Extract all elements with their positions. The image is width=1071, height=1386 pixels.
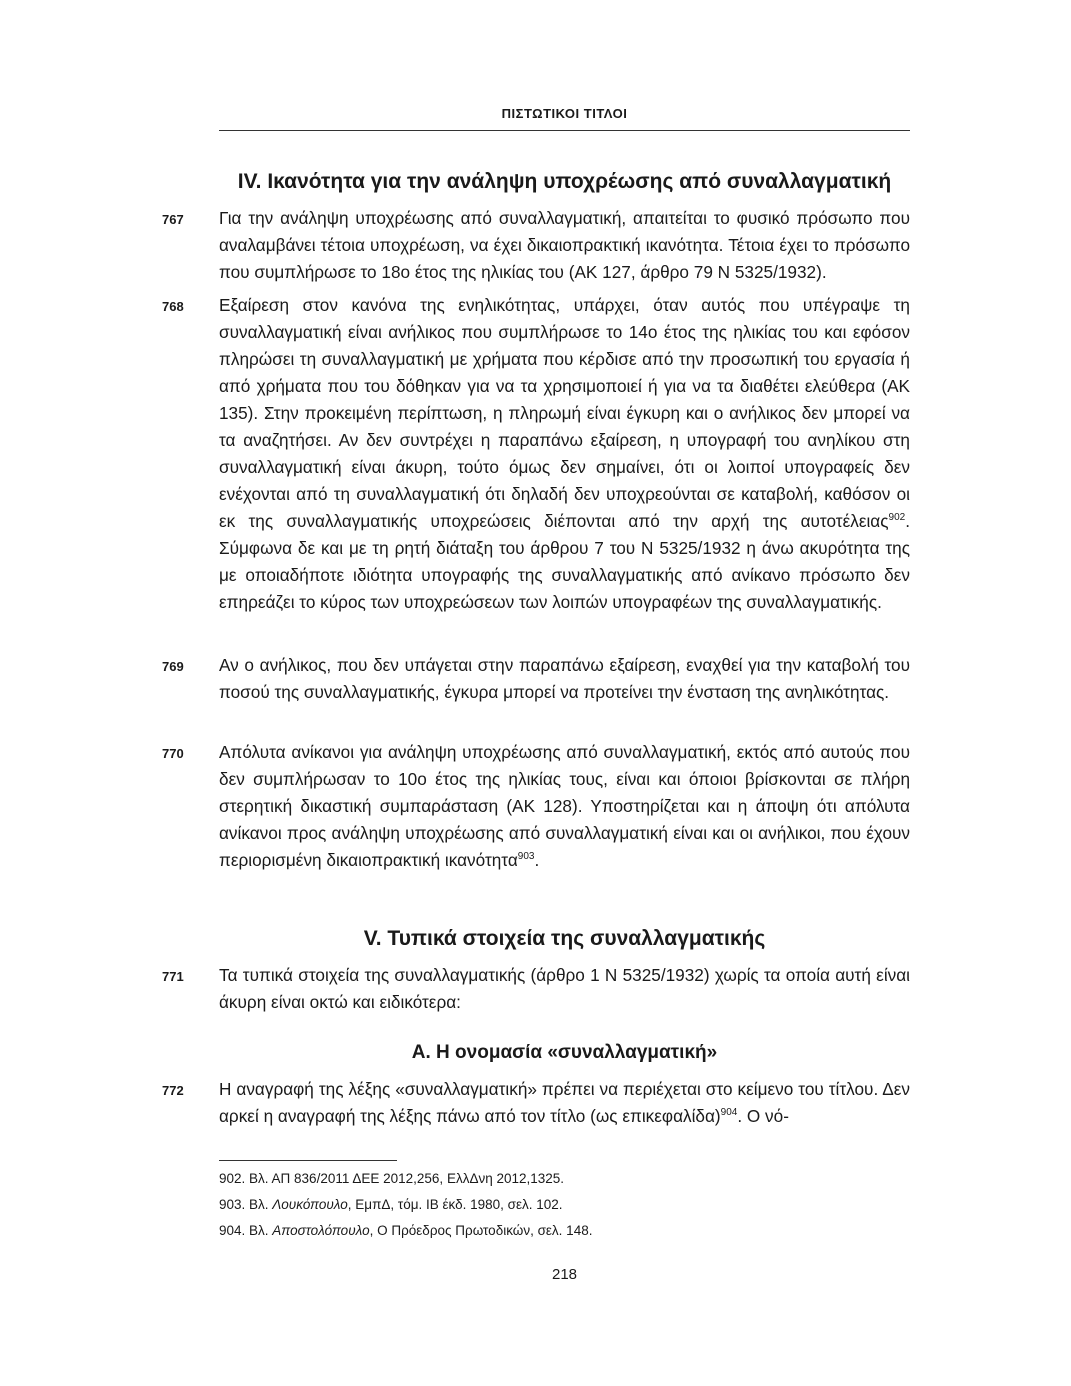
- footnote-904: [219, 1222, 910, 1240]
- footnote-903: [219, 1196, 910, 1214]
- paragraph-number: 771: [162, 969, 184, 984]
- paragraph-number: 770: [162, 746, 184, 761]
- footnote-text: 904. Βλ.: [219, 1223, 273, 1238]
- subsection-heading-a: Α. Η ονομασία «συναλλαγματική»: [411, 1042, 718, 1063]
- paragraph-number: 769: [162, 659, 184, 674]
- paragraph-text: Απόλυτα ανίκανοι για ανάληψη υποχρέωσης από συναλλαγματική, εκτός από αυτούς που δεν συμπλήρωσαν το 10ο έτος της ηλικίας τους, είναι και όποιοι βρίσκονται σε πλήρη στερητική δικαστική συμπαράσταση (ΑΚ 128). Υποστηρίζεται και η άποψη ότι απόλυτα ανίκανοι προς ανάληψη υποχρέωσης από συναλλαγματική είναι και οι ανήλικοι, που έχουν περιορισμένη δικαιοπρακτική ικανότητα: [219, 742, 910, 870]
- section-heading-v: V. Τυπικά στοιχεία της συναλλαγματικής: [363, 927, 766, 950]
- paragraph-number: 768: [162, 299, 184, 314]
- paragraph-text-cont: .: [534, 850, 540, 870]
- section-heading-iv: IV. Ικανότητα για την ανάληψη υποχρέωσης από συναλλαγματική: [237, 170, 892, 193]
- footnote-text-cont: , ΕμπΔ, τόμ. ΙΒ έκδ. 1980, σελ. 102.: [347, 1197, 563, 1212]
- footnote-text: 902. Βλ. ΑΠ 836/2011 ΔΕΕ 2012,256, ΕλλΔνη 2012,1325.: [219, 1171, 565, 1186]
- footnote-text-cont: , Ο Πρόεδρος Πρωτοδικών, σελ. 148.: [369, 1223, 593, 1238]
- paragraph-text-cont: . Σύμφωνα δε και με τη ρητή διάταξη του άρθρου 7 του Ν 5325/1932 η άνω ακυρότητα της με οποιαδήποτε ιδιότητα υπογραφής της συναλλαγματικής από ανίκανο πρόσωπο δεν επηρεάζει το κύρος των υποχρεώσεων των λοιπών υπογραφέων της συναλλαγματικής.: [219, 511, 910, 612]
- paragraph-772: [162, 1076, 910, 1130]
- paragraph-text: Η αναγραφή της λέξης «συναλλαγματική» πρέπει να περιέχεται στο κείμενο του τίτλου. Δεν αρκεί η αναγραφή της λέξης πάνω από τον τίτλο (ως επικεφαλίδα): [219, 1079, 910, 1126]
- paragraph-769: [162, 652, 910, 706]
- footnote-text: 903. Βλ.: [219, 1197, 273, 1212]
- footnote-ref: 902: [888, 512, 906, 523]
- footnote-ref: 904: [720, 1107, 738, 1118]
- paragraph-767: [162, 205, 910, 286]
- paragraph-text: Για την ανάληψη υποχρέωσης από συναλλαγματική, απαιτείται το φυσικό πρόσωπο που αναλαμβάνει τέτοια υποχρέωση, να έχει δικαιοπρακτική ικανότητα. Τέτοια έχει το πρόσωπο που συμπλήρωσε το 18ο έτος της ηλικίας του (ΑΚ 127, άρθρο 79 Ν 5325/1932).: [219, 208, 910, 282]
- header-rule: [219, 130, 910, 131]
- paragraph-number: 772: [162, 1083, 184, 1098]
- paragraph-768: [162, 292, 910, 616]
- footnote-ref: 903: [517, 851, 535, 862]
- page-number: 218: [551, 1266, 578, 1283]
- footnote-author: Αποστολόπουλο: [272, 1223, 370, 1238]
- paragraph-771: [162, 962, 910, 1016]
- paragraph-text-cont: . Ο νό-: [737, 1106, 789, 1126]
- footnote-author: Λουκόπουλο: [272, 1197, 348, 1212]
- paragraph-770: [162, 739, 910, 874]
- footnote-rule: [219, 1160, 397, 1161]
- running-head: ΠΙΣΤΩΤΙΚΟΙ ΤΙΤΛΟΙ: [501, 106, 628, 121]
- paragraph-text: Αν ο ανήλικος, που δεν υπάγεται στην παραπάνω εξαίρεση, εναχθεί για την καταβολή του ποσού της συναλλαγματικής, έγκυρα μπορεί να προτείνει την ένσταση της ανηλικότητας.: [219, 655, 910, 702]
- paragraph-text: Εξαίρεση στον κανόνα της ενηλικότητας, υπάρχει, όταν αυτός που υπέγραψε τη συναλλαγματική είναι ανήλικος που συμπλήρωσε το 14ο έτος της ηλικίας του και εφόσον πληρώσει τη συναλλαγματική με χρήματα που κέρδισε από την προσωπική του εργασία ή από χρήματα που του δόθηκαν για να τα χρησιμοποιεί ή για να τα διαθέτει ελεύθερα (ΑΚ 135). Στην προκειμένη περίπτωση, η πληρωμή είναι έγκυρη και ο ανήλικος δεν μπορεί να τα αναζητήσει. Αν δεν συντρέχει η παραπάνω εξαίρεση, η υπογραφή του ανηλίκου στη συναλλαγματική είναι άκυρη, τούτο όμως δεν σημαίνει, ότι οι λοιποί υπογραφείς δεν ενέχονται από τη συναλλαγματική ότι δηλαδή δεν υποχρεούνται σε καταβολή, καθόσον οι εκ της συναλλαγματικής υποχρεώσεις διέπονται από την αρχή της αυτοτέλειας: [219, 295, 910, 531]
- paragraph-number: 767: [162, 212, 184, 227]
- paragraph-text: Τα τυπικά στοιχεία της συναλλαγματικής (άρθρο 1 Ν 5325/1932) χωρίς τα οποία αυτή είναι άκυρη είναι οκτώ και ειδικότερα:: [219, 965, 910, 1012]
- footnote-902: [219, 1170, 910, 1188]
